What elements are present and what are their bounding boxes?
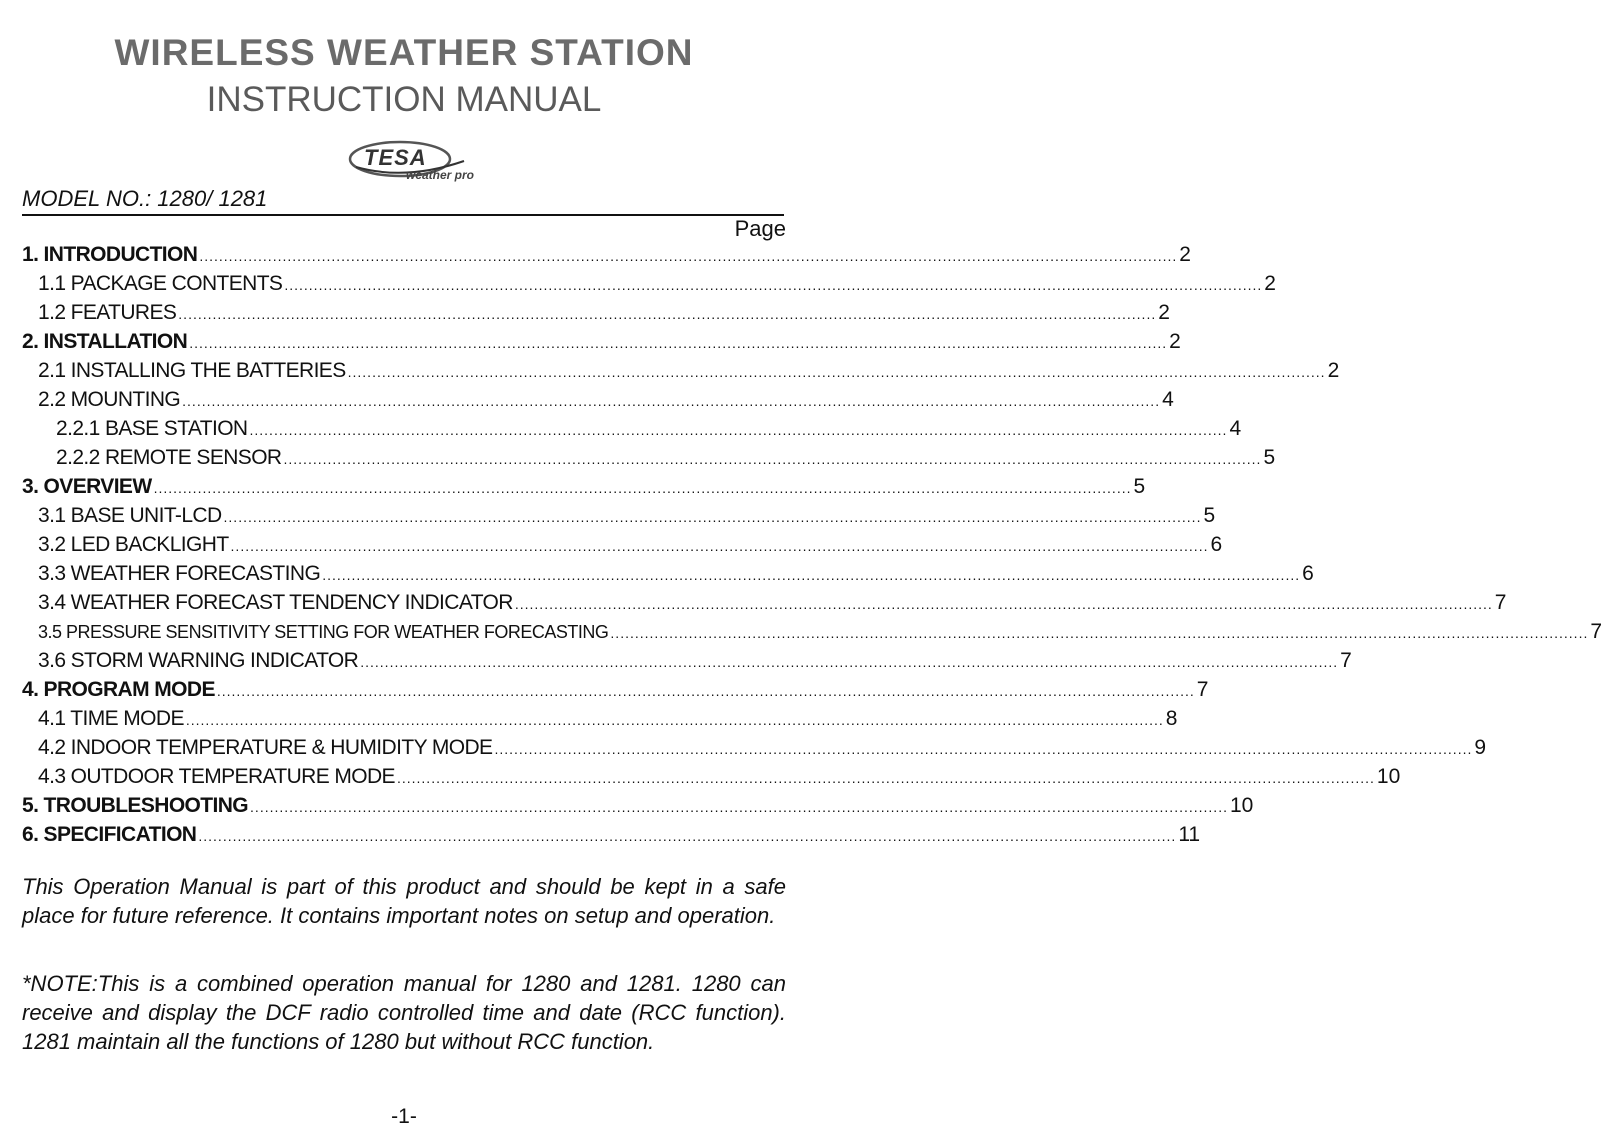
dot-leader: ........................................................................................................................................................................................................ — [494, 741, 1473, 757]
document-title: WIRELESS WEATHER STATION — [114, 32, 694, 73]
dot-leader: ........................................................................................................................................................................................................ — [347, 364, 1326, 380]
dot-leader: ........................................................................................................................................................................................................ — [284, 277, 1263, 293]
dot-leader: ........................................................................................................................................................................................................ — [249, 422, 1228, 438]
document-subtitle: INSTRUCTION MANUAL — [206, 80, 602, 119]
combined-manual-note: *NOTE:This is a combined operation manual for 1280 and 1281. 1280 can receive and display the DCF radio controlled time and date (RCC function). 1281 maintain all the functions of 1280 but without RCC function. — [22, 971, 786, 1054]
toc-entry-base-station[interactable]: 2.2.1 BASE STATION ........................................................................................................................................................................................................ 4 — [56, 417, 1242, 440]
dot-leader: ........................................................................................................................................................................................................ — [283, 451, 1262, 467]
toc-entry-overview[interactable]: 3. OVERVIEW ........................................................................................................................................................................................................ 5 — [22, 475, 1146, 498]
toc-entry-time-mode[interactable]: 4.1 TIME MODE ........................................................................................................................................................................................................ 8 — [38, 707, 1178, 730]
toc-entry-storm-warning[interactable]: 3.6 STORM WARNING INDICATOR ........................................................................................................................................................................................................ 7 — [38, 649, 1352, 672]
toc-entry-installing-batteries[interactable]: 2.1 INSTALLING THE BATTERIES ........................................................................................................................................................................................................ 2 — [38, 359, 1340, 382]
toc-entry-program-mode[interactable]: 4. PROGRAM MODE ........................................................................................................................................................................................................ 7 — [22, 678, 1209, 701]
dot-leader: ........................................................................................................................................................................................................ — [199, 248, 1178, 264]
dot-leader: ........................................................................................................................................................................................................ — [514, 596, 1493, 612]
page-column-header: Page — [734, 216, 786, 241]
dot-leader: ........................................................................................................................................................................................................ — [198, 828, 1177, 844]
toc-entry-led-backlight[interactable]: 3.2 LED BACKLIGHT ........................................................................................................................................................................................................ 6 — [38, 533, 1223, 556]
toc-entry-features[interactable]: 1.2 FEATURES ........................................................................................................................................................................................................ 2 — [38, 301, 1170, 324]
toc-entry-introduction[interactable]: 1. INTRODUCTION ........................................................................................................................................................................................................ 2 — [22, 243, 1191, 266]
dot-leader: ........................................................................................................................................................................................................ — [182, 393, 1161, 409]
dot-leader: ........................................................................................................................................................................................................ — [178, 306, 1157, 322]
toc-entry-forecast-tendency[interactable]: 3.4 WEATHER FORECAST TENDENCY INDICATOR ........................................................................................................................................................................................................ 7 — [38, 591, 1507, 614]
toc-entry-remote-sensor[interactable]: 2.2.2 REMOTE SENSOR ........................................................................................................................................................................................................ 5 — [56, 446, 1276, 469]
toc-entry-base-unit-lcd[interactable]: 3.1 BASE UNIT-LCD ........................................................................................................................................................................................................ 5 — [38, 504, 1216, 527]
toc-entry-installation[interactable]: 2. INSTALLATION ........................................................................................................................................................................................................ 2 — [22, 330, 1181, 353]
dot-leader: ........................................................................................................................................................................................................ — [610, 625, 1589, 641]
toc-entry-troubleshooting[interactable]: 5. TROUBLESHOOTING ........................................................................................................................................................................................................ 10 — [22, 794, 1254, 817]
dot-leader: ........................................................................................................................................................................................................ — [322, 567, 1301, 583]
model-number: MODEL NO.: 1280/ 1281 — [22, 186, 784, 216]
dot-leader: ........................................................................................................................................................................................................ — [216, 683, 1195, 699]
toc-entry-indoor-temp-humidity[interactable]: 4.2 INDOOR TEMPERATURE & HUMIDITY MODE ........................................................................................................................................................................................................ 9 — [38, 736, 1487, 759]
dot-leader: ........................................................................................................................................................................................................ — [230, 538, 1209, 554]
dot-leader: ........................................................................................................................................................................................................ — [153, 480, 1132, 496]
toc-entry-outdoor-temp[interactable]: 4.3 OUTDOOR TEMPERATURE MODE ........................................................................................................................................................................................................ 10 — [38, 765, 1401, 788]
dot-leader: ........................................................................................................................................................................................................ — [250, 799, 1228, 815]
logo-tagline: weather pro — [406, 168, 475, 182]
toc-entry-weather-forecasting[interactable]: 3.3 WEATHER FORECASTING ........................................................................................................................................................................................................ 6 — [38, 562, 1314, 585]
toc-entry-pressure-sensitivity[interactable]: 3.5 PRESSURE SENSITIVITY SETTING FOR WEATHER FORECASTING ........................................................................................................................................................................................................ 7 — [38, 620, 1602, 643]
dot-leader: ........................................................................................................................................................................................................ — [185, 712, 1164, 728]
toc-entry-specification[interactable]: 6. SPECIFICATION ........................................................................................................................................................................................................ 11 — [22, 823, 1201, 846]
dot-leader: ........................................................................................................................................................................................................ — [189, 335, 1168, 351]
toc-entry-mounting[interactable]: 2.2 MOUNTING ........................................................................................................................................................................................................ 4 — [38, 388, 1174, 411]
logo-brand: TESA — [364, 145, 427, 170]
tesa-logo — [346, 137, 478, 185]
toc-entry-package-contents[interactable]: 1.1 PACKAGE CONTENTS ........................................................................................................................................................................................................ 2 — [38, 272, 1276, 295]
operation-manual-note: This Operation Manual is part of this product and should be kept in a safe place for future reference. It contains important notes on setup and operation. — [22, 874, 786, 928]
dot-leader: ........................................................................................................................................................................................................ — [396, 770, 1375, 786]
page-number: -1- — [391, 1105, 417, 1128]
dot-leader: ........................................................................................................................................................................................................ — [360, 654, 1339, 670]
dot-leader: ........................................................................................................................................................................................................ — [223, 509, 1202, 525]
